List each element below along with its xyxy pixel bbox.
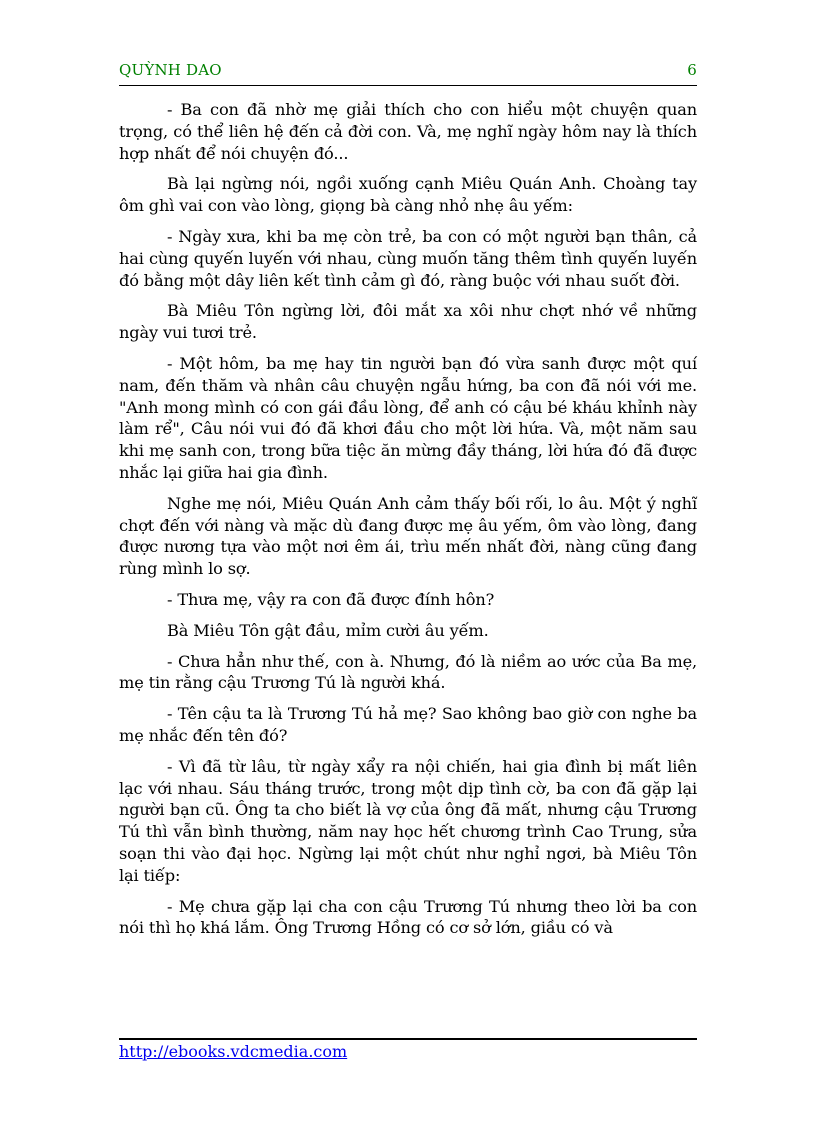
paragraph: - Một hôm, ba mẹ hay tin người bạn đó vừa sanh được một quí nam, đến thăm và nhân câu chuyện ngẫu hứng, ba con đã nói với me. "Anh mong mình có con gái đầu lòng, để anh có cậu bé kháu khỉnh này làm rể", Câu nói vui đó đã khơi đầu cho một lời hứa. Và, một năm sau khi mẹ sanh con, trong bữa tiệc ăn mừng đầy tháng, lời hứa đó đã được nhắc lại giữa hai gia đình. xyxy=(119,353,697,482)
paragraph: Bà Miêu Tôn gật đầu, mỉm cười âu yếm. xyxy=(167,620,489,640)
paragraph: - Tên cậu ta là Trương Tú hả mẹ? Sao không bao giờ con nghe ba mẹ nhắc đến tên đó? xyxy=(119,704,697,745)
paragraph: Bà Miêu Tôn ngừng lời, đôi mắt xa xôi như chợt nhớ về những ngày vui tươi trẻ. xyxy=(119,301,697,343)
footer-website-link[interactable]: http://ebooks.vdcmedia.com xyxy=(119,1042,348,1061)
book-author: QUỲNH DAO xyxy=(119,61,222,79)
paragraph: Nghe mẹ nói, Miêu Quán Anh cảm thấy bối rối, lo âu. Một ý nghĩ chợt đến với nàng và mặc dù đang được mẹ âu yếm, ôm vào lòng, đang được nương tựa vào một nơi êm ái, trìu mến nhất đời, nàng cũng đang rùng mình lo sợ. xyxy=(119,493,697,579)
paragraph: - Chưa hẳn như thế, con à. Nhưng, đó là niềm ao ước của Ba mẹ, mẹ tin rằng cậu Trương Tú là người khá. xyxy=(119,651,697,693)
page-header xyxy=(119,59,697,86)
paragraph: - Vì đã từ lâu, từ ngày xẩy ra nội chiến, hai gia đình bị mất liên lạc với nhau. Sáu tháng trước, trong một dịp tình cờ, ba con đã gặp lại người bạn cũ. Ông ta cho biết là vợ của ông đã mất, nhưng cậu Trương Tú thì vẫn bình thường, năm nay học hết chương trình Cao Trung, sửa soạn thi vào đại học. Ngừng lại một chút như nghỉ ngơi, bà Miêu Tôn lại tiếp: xyxy=(119,756,697,885)
paragraph: - Mẹ chưa gặp lại cha con cậu Trương Tú nhưng theo lời ba con nói thì họ khá lắm. Ông Trương Hồng có cơ sở lớn, giầu có và xyxy=(119,896,697,938)
page-number: 6 xyxy=(687,61,697,79)
paragraph: Bà lại ngừng nói, ngồi xuống cạnh Miêu Quán Anh. Choàng tay ôm ghì vai con vào lòng, giọng bà càng nhỏ nhẹ âu yếm: xyxy=(119,174,697,216)
paragraph: - Thưa mẹ, vậy ra con đã được đính hôn? xyxy=(167,589,495,609)
paragraph: - Ba con đã nhờ mẹ giải thích cho con hiểu một chuyện quan trọng, có thể liên hệ đến cả đời con. Và, mẹ nghĩ ngày hôm nay là thích hợp nhất để nói chuyện đó... xyxy=(119,100,697,163)
page-body xyxy=(119,99,697,948)
footer-divider xyxy=(119,1038,697,1040)
paragraph: - Ngày xưa, khi ba mẹ còn trẻ, ba con có một người bạn thân, cả hai cùng quyến luyến với nhau, cùng muốn tăng thêm tình quyến luyến đó bằng một dây liên kết tình cảm gì đó, ràng buộc với nhau suốt đời. xyxy=(119,226,697,290)
